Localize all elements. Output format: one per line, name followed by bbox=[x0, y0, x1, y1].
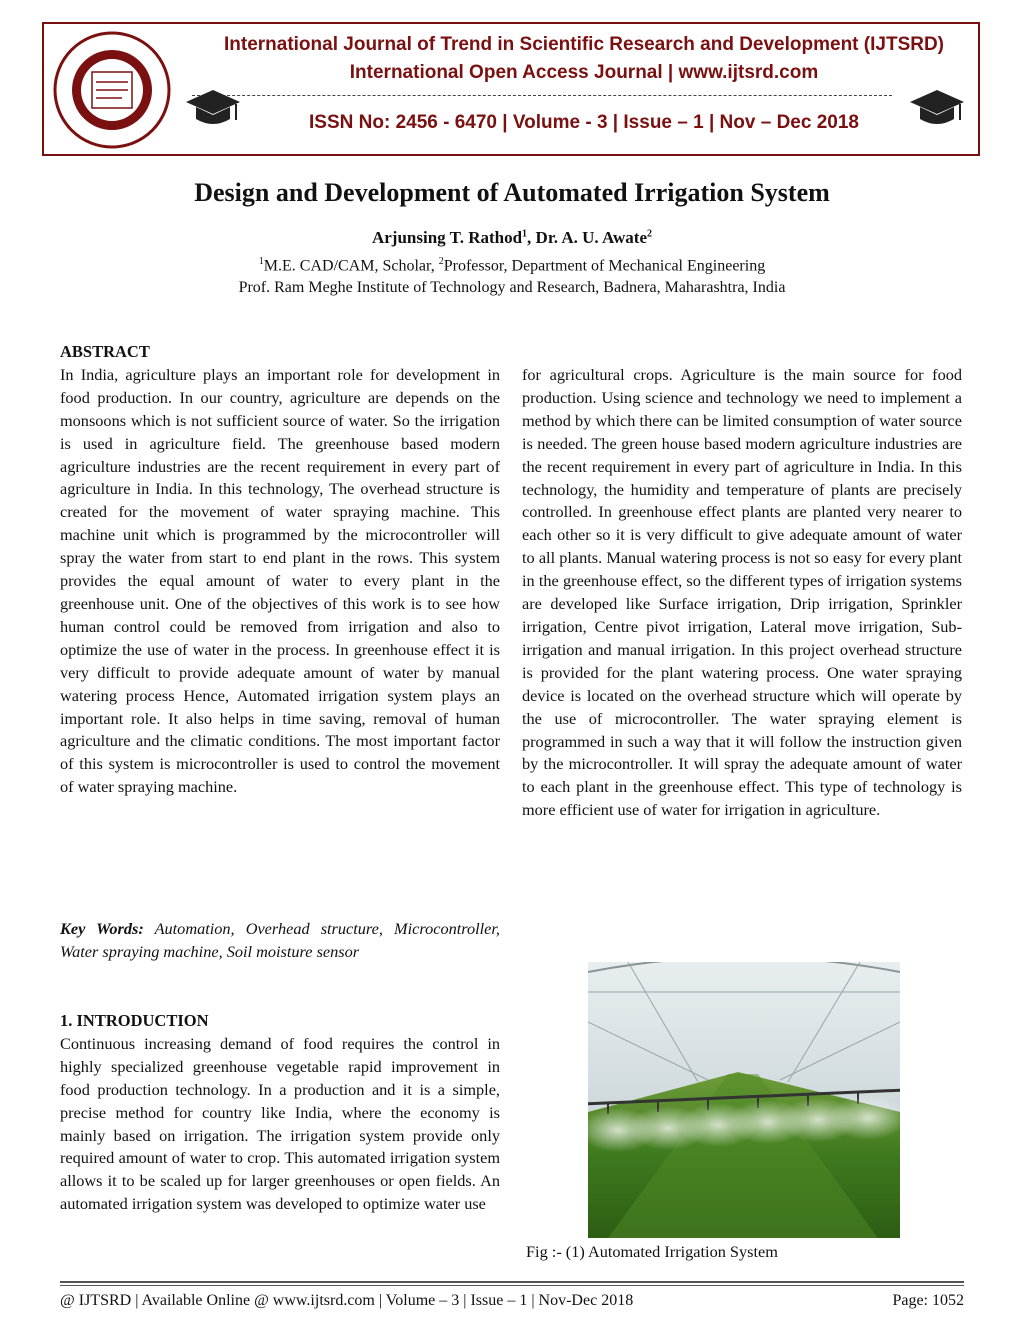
paper-title: Design and Development of Automated Irrigation System bbox=[194, 178, 830, 207]
affiliation-line-2: Prof. Ram Meghe Institute of Technology and Research, Badnera, Maharashtra, India bbox=[238, 279, 786, 296]
greenhouse-sprinkler-image bbox=[588, 962, 900, 1238]
author-2: Dr. A. U. Awate bbox=[535, 228, 647, 247]
header-divider bbox=[192, 95, 892, 96]
introduction-heading: 1. INTRODUCTION bbox=[60, 1011, 209, 1030]
right-column-text: for agricultural crops. Agriculture is the main source for food production. Using science and technology we need to implement a method by which there can be limited consumption of water source is needed. The green house based modern agriculture industries are the recent requirement in every part of agriculture in India. In this technology, the humidity and temperature of plants are precisely controlled. In greenhouse effect plants are planted very nearer to each other so it is very difficult to give adequate amount of water to all plants. Manual watering process is not so easy for every plant in the greenhouse effect, so the different types of irrigation systems are developed like Surface irrigation, Drip irrigation, Sprinkler irrigation, Centre pivot irrigation, Lateral move irrigation, Sub-irrigation and manual irrigation. In this project overhead structure is provided for the plant watering process. One water spraying device is located on the overhead structure which will operate by the use of microcontroller. The water spraying element is programmed in such a way that it will follow the instruction given by the microcontroller. It will spray the adequate amount of water to each plant in the greenhouse effect. This type of technology is more efficient use of water for irrigation in agriculture. bbox=[522, 365, 962, 820]
abstract-section bbox=[60, 341, 500, 799]
author-1: Arjunsing T. Rathod bbox=[371, 228, 523, 247]
abstract-heading: ABSTRACT bbox=[60, 342, 150, 361]
paper-authors: Arjunsing T. Rathod$^1$, Dr. A. U. Awate$^2$ bbox=[371, 228, 652, 247]
figure-caption: Fig :- (1) Automated Irrigation System bbox=[526, 1242, 778, 1261]
graduation-cap-icon bbox=[908, 86, 966, 132]
keywords-label: Key Words: bbox=[60, 919, 144, 938]
journal-website: International Open Access Journal | www.ijtsrd.com bbox=[349, 62, 819, 83]
footer-rule-thin bbox=[60, 1285, 964, 1286]
keywords-section bbox=[60, 918, 500, 964]
abstract-text: In India, agriculture plays an important role for development in food production. In our country, agriculture are depends on the monsoons which is not sufficient source of water. So the irrigation is used in agriculture field. The greenhouse based modern agriculture industries are the recent requirement in every part of agriculture in India. In this technology, The overhead structure is created for the movement of water spraying machine. This machine unit which is programmed by the microcontroller will spray the water from start to end plant in the rows. This system provides the equal amount of water to every plant in the greenhouse unit. One of the objectives of this work is to see how human control could be removed from irrigation and also to optimize the use of water in the process. In greenhouse effect it is very difficult to provide adequate amount of water by manual watering process Hence, Automated irrigation system plays an important role. It also helps in time saving, removal of human agriculture and the climatic conditions. The most important factor of this system is microcontroller is used to control the movement of water spraying machine. bbox=[60, 364, 500, 797]
footer-citation: @ IJTSRD | Available Online @ www.ijtsrd.com | Volume – 3 | Issue – 1 | Nov-Dec 2018 bbox=[60, 1292, 634, 1309]
journal-name: International Journal of Trend in Scientific Research and Development (IJTSRD) bbox=[223, 34, 945, 55]
introduction-text: Continuous increasing demand of food requires the control in highly specialized greenhouse vegetable rapid improvement in food production technology. In a production and it is a simple, precise method for country like India, where the economy is mainly based on irrigation. The irrigation system provide only required amount of water to crop. This automated irrigation system allows it to be scaled up for larger greenhouses or open fields. An automated irrigation system was developed to optimize water use bbox=[60, 1033, 500, 1214]
keywords-text: Automation, Overhead structure, Microcontroller, Water spraying machine, Soil moisture sensor bbox=[60, 919, 501, 961]
introduction-section bbox=[60, 1010, 500, 1216]
journal-header bbox=[42, 22, 980, 156]
page-number: Page: 1052 bbox=[892, 1292, 964, 1309]
figure-irrigation-photo bbox=[588, 962, 900, 1238]
issn-volume-line: ISSN No: 2456 - 6470 | Volume - 3 | Issue – 1 | Nov – Dec 2018 bbox=[309, 112, 859, 133]
footer-rule bbox=[60, 1281, 964, 1283]
journal-seal-icon bbox=[52, 30, 172, 150]
affiliation-line-1: $^1$M.E. CAD/CAM, Scholar, $^2$Professor, Department of Mechanical Engineering bbox=[258, 256, 766, 275]
